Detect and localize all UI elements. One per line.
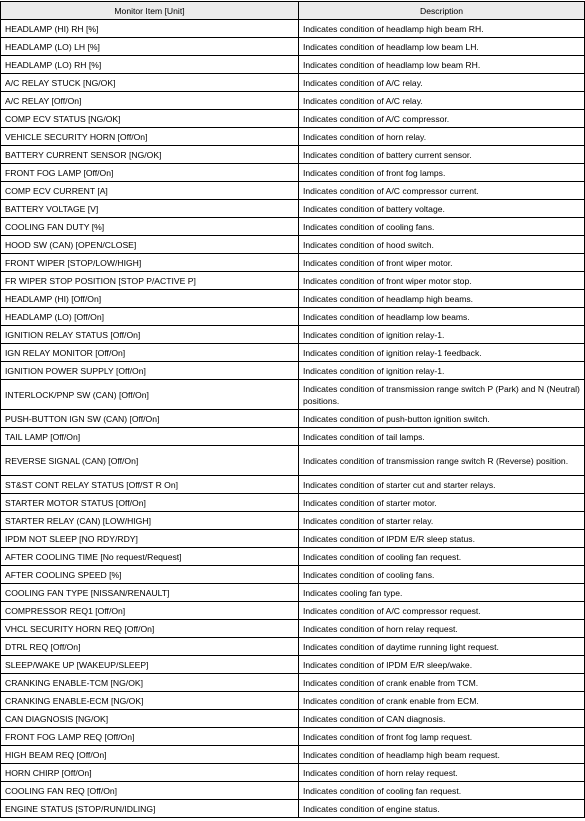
description-cell: Indicates condition of engine status. xyxy=(299,800,585,818)
monitor-item-cell: HIGH BEAM REQ [Off/On] xyxy=(1,746,299,764)
description-cell: Indicates condition of cooling fans. xyxy=(299,566,585,584)
description-cell: Indicates condition of IPDM E/R sleep/wake. xyxy=(299,656,585,674)
description-cell: Indicates condition of tail lamps. xyxy=(299,428,585,446)
table-row xyxy=(1,56,585,74)
table-row xyxy=(1,164,585,182)
table-row xyxy=(1,782,585,800)
description-cell: Indicates condition of push-button ignition switch. xyxy=(299,410,585,428)
monitor-item-cell: HEADLAMP (LO) [Off/On] xyxy=(1,308,299,326)
description-cell: Indicates condition of horn relay request. xyxy=(299,764,585,782)
table-row xyxy=(1,428,585,446)
description-cell: Indicates condition of transmission range switch P (Park) and N (Neutral) positions. xyxy=(299,380,585,410)
monitor-item-cell: HEADLAMP (HI) [Off/On] xyxy=(1,290,299,308)
table-row xyxy=(1,128,585,146)
table-row xyxy=(1,446,585,476)
description-cell: Indicates condition of starter motor. xyxy=(299,494,585,512)
description-cell: Indicates condition of ignition relay-1 feedback. xyxy=(299,344,585,362)
description-cell: Indicates condition of crank enable from TCM. xyxy=(299,674,585,692)
description-cell: Indicates condition of front fog lamp request. xyxy=(299,728,585,746)
monitor-item-cell: HORN CHIRP [Off/On] xyxy=(1,764,299,782)
description-cell: Indicates condition of cooling fans. xyxy=(299,218,585,236)
table-row xyxy=(1,326,585,344)
monitor-item-cell: COOLING FAN REQ [Off/On] xyxy=(1,782,299,800)
table-row xyxy=(1,692,585,710)
monitor-item-cell: BATTERY CURRENT SENSOR [NG/OK] xyxy=(1,146,299,164)
monitor-item-cell: IPDM NOT SLEEP [NO RDY/RDY] xyxy=(1,530,299,548)
table-row xyxy=(1,362,585,380)
description-cell: Indicates condition of CAN diagnosis. xyxy=(299,710,585,728)
monitor-item-cell: STARTER RELAY (CAN) [LOW/HIGH] xyxy=(1,512,299,530)
description-cell: Indicates condition of front fog lamps. xyxy=(299,164,585,182)
table-row xyxy=(1,548,585,566)
monitor-item-cell: INTERLOCK/PNP SW (CAN) [Off/On] xyxy=(1,380,299,410)
table-row xyxy=(1,476,585,494)
table-body xyxy=(1,20,585,818)
monitor-item-cell: PUSH-BUTTON IGN SW (CAN) [Off/On] xyxy=(1,410,299,428)
monitor-item-cell: BATTERY VOLTAGE [V] xyxy=(1,200,299,218)
monitor-item-cell: ENGINE STATUS [STOP/RUN/IDLING] xyxy=(1,800,299,818)
description-cell: Indicates condition of front wiper motor stop. xyxy=(299,272,585,290)
description-cell: Indicates condition of transmission range switch R (Reverse) position. xyxy=(299,446,585,476)
monitor-item-cell: SLEEP/WAKE UP [WAKEUP/SLEEP] xyxy=(1,656,299,674)
table-row xyxy=(1,764,585,782)
monitor-item-cell: IGNITION RELAY STATUS [Off/On] xyxy=(1,326,299,344)
table-row xyxy=(1,410,585,428)
monitor-item-cell: HEADLAMP (LO) RH [%] xyxy=(1,56,299,74)
monitor-item-cell: DTRL REQ [Off/On] xyxy=(1,638,299,656)
monitor-item-cell: A/C RELAY [Off/On] xyxy=(1,92,299,110)
monitor-item-cell: FRONT FOG LAMP REQ [Off/On] xyxy=(1,728,299,746)
description-cell: Indicates condition of headlamp high beam RH. xyxy=(299,20,585,38)
monitor-item-cell: TAIL LAMP [Off/On] xyxy=(1,428,299,446)
description-cell: Indicates condition of battery current sensor. xyxy=(299,146,585,164)
table-row xyxy=(1,728,585,746)
monitor-item-cell: VEHICLE SECURITY HORN [Off/On] xyxy=(1,128,299,146)
monitor-item-table xyxy=(0,1,585,818)
description-cell: Indicates condition of starter relay. xyxy=(299,512,585,530)
description-cell: Indicates condition of horn relay. xyxy=(299,128,585,146)
monitor-item-cell: CRANKING ENABLE-TCM [NG/OK] xyxy=(1,674,299,692)
table-row xyxy=(1,38,585,56)
description-cell: Indicates condition of hood switch. xyxy=(299,236,585,254)
description-cell: Indicates condition of ignition relay-1. xyxy=(299,326,585,344)
table-row xyxy=(1,200,585,218)
header-monitor-item: Monitor Item [Unit] xyxy=(1,2,299,20)
description-cell: Indicates condition of crank enable from ECM. xyxy=(299,692,585,710)
table-row xyxy=(1,602,585,620)
monitor-item-cell: IGNITION POWER SUPPLY [Off/On] xyxy=(1,362,299,380)
description-cell: Indicates condition of cooling fan request. xyxy=(299,782,585,800)
monitor-item-cell: CRANKING ENABLE-ECM [NG/OK] xyxy=(1,692,299,710)
monitor-item-cell: IGN RELAY MONITOR [Off/On] xyxy=(1,344,299,362)
monitor-item-cell: COOLING FAN DUTY [%] xyxy=(1,218,299,236)
table-row xyxy=(1,584,585,602)
table-row xyxy=(1,290,585,308)
monitor-item-cell: STARTER MOTOR STATUS [Off/On] xyxy=(1,494,299,512)
monitor-item-cell: COMPRESSOR REQ1 [Off/On] xyxy=(1,602,299,620)
table-row xyxy=(1,494,585,512)
table-row xyxy=(1,182,585,200)
table-row xyxy=(1,308,585,326)
table-row xyxy=(1,710,585,728)
monitor-item-cell: FRONT FOG LAMP [Off/On] xyxy=(1,164,299,182)
table-row xyxy=(1,74,585,92)
description-cell: Indicates condition of headlamp high beams. xyxy=(299,290,585,308)
description-cell: Indicates condition of battery voltage. xyxy=(299,200,585,218)
monitor-item-cell: FR WIPER STOP POSITION [STOP P/ACTIVE P] xyxy=(1,272,299,290)
table-row xyxy=(1,236,585,254)
monitor-item-cell: COMP ECV CURRENT [A] xyxy=(1,182,299,200)
table-row xyxy=(1,746,585,764)
table-row xyxy=(1,218,585,236)
table-row xyxy=(1,566,585,584)
monitor-item-cell: COOLING FAN TYPE [NISSAN/RENAULT] xyxy=(1,584,299,602)
header-row xyxy=(1,2,585,20)
table-row xyxy=(1,20,585,38)
table-row xyxy=(1,530,585,548)
header-description: Description xyxy=(299,2,585,20)
description-cell: Indicates condition of A/C relay. xyxy=(299,92,585,110)
table-row xyxy=(1,674,585,692)
table-row xyxy=(1,800,585,818)
monitor-item-cell: REVERSE SIGNAL (CAN) [Off/On] xyxy=(1,446,299,476)
monitor-item-cell: HOOD SW (CAN) [OPEN/CLOSE] xyxy=(1,236,299,254)
monitor-item-cell: COMP ECV STATUS [NG/OK] xyxy=(1,110,299,128)
table-row xyxy=(1,620,585,638)
table-row xyxy=(1,638,585,656)
description-cell: Indicates condition of A/C relay. xyxy=(299,74,585,92)
description-cell: Indicates condition of headlamp low beam LH. xyxy=(299,38,585,56)
description-cell: Indicates condition of headlamp high beam request. xyxy=(299,746,585,764)
description-cell: Indicates condition of IPDM E/R sleep status. xyxy=(299,530,585,548)
monitor-item-cell: AFTER COOLING SPEED [%] xyxy=(1,566,299,584)
table-row xyxy=(1,344,585,362)
monitor-item-cell: A/C RELAY STUCK [NG/OK] xyxy=(1,74,299,92)
description-cell: Indicates condition of daytime running light request. xyxy=(299,638,585,656)
monitor-item-cell: HEADLAMP (HI) RH [%] xyxy=(1,20,299,38)
table-row xyxy=(1,512,585,530)
monitor-item-cell: ST&ST CONT RELAY STATUS [Off/ST R On] xyxy=(1,476,299,494)
monitor-item-cell: VHCL SECURITY HORN REQ [Off/On] xyxy=(1,620,299,638)
table-row xyxy=(1,656,585,674)
description-cell: Indicates condition of starter cut and starter relays. xyxy=(299,476,585,494)
table-row xyxy=(1,254,585,272)
description-cell: Indicates condition of headlamp low beam RH. xyxy=(299,56,585,74)
table-row xyxy=(1,146,585,164)
monitor-item-cell: CAN DIAGNOSIS [NG/OK] xyxy=(1,710,299,728)
table-header xyxy=(1,2,585,20)
description-cell: Indicates condition of A/C compressor. xyxy=(299,110,585,128)
table-row xyxy=(1,92,585,110)
monitor-item-cell: AFTER COOLING TIME [No request/Request] xyxy=(1,548,299,566)
description-cell: Indicates condition of ignition relay-1. xyxy=(299,362,585,380)
description-cell: Indicates condition of front wiper motor. xyxy=(299,254,585,272)
description-cell: Indicates condition of horn relay request. xyxy=(299,620,585,638)
description-cell: Indicates condition of A/C compressor request. xyxy=(299,602,585,620)
table-row xyxy=(1,110,585,128)
description-cell: Indicates condition of cooling fan request. xyxy=(299,548,585,566)
description-cell: Indicates condition of headlamp low beams. xyxy=(299,308,585,326)
description-cell: Indicates condition of A/C compressor current. xyxy=(299,182,585,200)
table-row xyxy=(1,380,585,410)
monitor-item-cell: HEADLAMP (LO) LH [%] xyxy=(1,38,299,56)
monitor-item-cell: FRONT WIPER [STOP/LOW/HIGH] xyxy=(1,254,299,272)
table-row xyxy=(1,272,585,290)
description-cell: Indicates cooling fan type. xyxy=(299,584,585,602)
